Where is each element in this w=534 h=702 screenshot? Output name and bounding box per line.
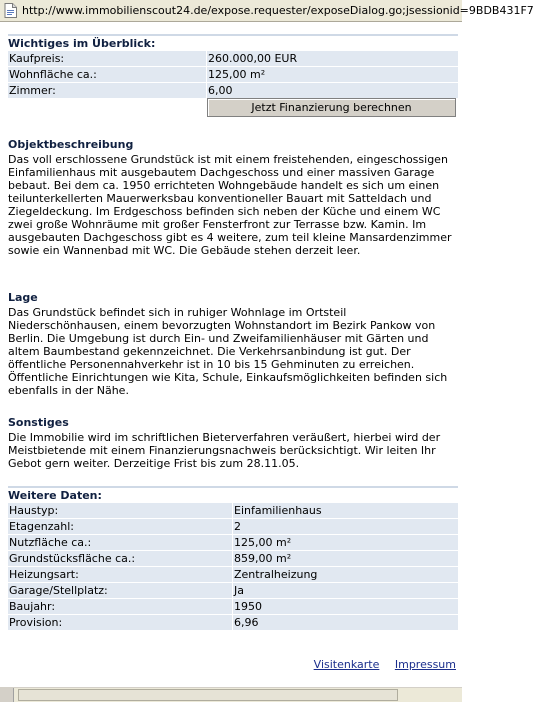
table-row (8, 67, 458, 83)
table-row (8, 567, 458, 583)
scrollbar-thumb[interactable] (18, 689, 398, 701)
row-value: 125,00 m² (207, 67, 459, 83)
overview-table (8, 51, 458, 99)
horizontal-scrollbar[interactable] (0, 687, 462, 702)
row-label: Zimmer: (8, 83, 207, 99)
other-title: Sonstiges (8, 416, 69, 429)
row-value: 260.000,00 EUR (207, 51, 459, 67)
table-row (8, 535, 458, 551)
row-value: Ja (233, 583, 459, 599)
imprint-link[interactable]: Impressum (394, 658, 456, 671)
row-value: 1950 (233, 599, 459, 615)
row-label: Grundstücksfläche ca.: (8, 551, 233, 567)
footer-links (302, 658, 456, 671)
finance-calc-button[interactable]: Jetzt Finanzierung berechnen (207, 98, 456, 117)
row-label: Baujahr: (8, 599, 233, 615)
row-value: 6,96 (233, 615, 459, 631)
table-row (8, 583, 458, 599)
description-title: Objektbeschreibung (8, 138, 134, 151)
details-section (8, 486, 458, 631)
row-label: Nutzfläche ca.: (8, 535, 233, 551)
table-row (8, 51, 458, 67)
description-text: Das voll erschlossene Grundstück ist mit einem freistehenden, eingeschossigen Einfamilienhaus mit ausgebautem Dachgeschoss und einer massiven Garage bebaut. Bei dem ca. 1950 errichteten Wohngebäude handelt es sich um einen teilunterkellerten Mauerwerksbau konventioneller Bauart mit Satteldach und Ziegeldeckung. Im Erdgeschoss befinden sich neben der Küche und einem WC zwei große Wohnräume mit großer Fensterfront zur Terrasse bzw. Kamin. Im ausgebauten Dachgeschoss gibt es 4 weitere, zum teil kleine Mansardenzimmer sowie ein Wannenbad mit WC. Die Gebäude stehen derzeit leer. (8, 153, 452, 257)
page-icon (4, 3, 17, 18)
location-text: Das Grundstück befindet sich in ruhiger Wohnlage im Ortsteil Niederschönhausen, einem bevorzugten Wohnstandort im Bezirk Pankow von Berlin. Die Umgebung ist durch Ein- und Zweifamilienhäuser mit Gärten und altem Baumbestand gekennzeichnet. Die Verkehrsanbindung ist gut. Der öffentliche Personennahverkehr ist in 10 bis 15 Gehminuten zu erreichen. Öffentliche Einrichtungen wie Kita, Schule, Einkaufsmöglichkeiten befinden sich ebenfalls in der Nähe. (8, 306, 448, 397)
row-label: Etagenzahl: (8, 519, 233, 535)
row-value: 125,00 m² (233, 535, 459, 551)
row-value: 859,00 m² (233, 551, 459, 567)
row-label: Kaufpreis: (8, 51, 207, 67)
table-row (8, 615, 458, 631)
row-label: Garage/Stellplatz: (8, 583, 233, 599)
url-text[interactable]: http://www.immobilienscout24.de/expose.requester/exposeDialog.go;jsessionid=9BDB431F7 (22, 4, 534, 17)
details-title: Weitere Daten: (8, 486, 458, 502)
details-table (8, 503, 458, 631)
row-value: Zentralheizung (233, 567, 459, 583)
location-title: Lage (8, 291, 38, 304)
row-label: Haustyp: (8, 503, 233, 519)
sitemap-link[interactable]: Visitenkarte (313, 658, 380, 671)
other-text: Die Immobilie wird im schriftlichen Bieterverfahren veräußert, hierbei wird der Meistbietende mit einem Finanzierungsnachweis berücksichtigt. Wir leiten Ihr Gebot gern weiter. Derzeitige Frist bis zum 28.11.05. (8, 431, 441, 470)
table-row (8, 83, 458, 99)
table-row (8, 503, 458, 519)
overview-title: Wichtiges im Überblick: (8, 34, 458, 50)
overview-section (8, 34, 458, 114)
row-value: 6,00 (207, 83, 459, 99)
row-label: Heizungsart: (8, 567, 233, 583)
other-section (8, 416, 458, 470)
description-section (8, 138, 458, 257)
scroll-left-arrow-icon[interactable] (0, 688, 14, 702)
row-label: Wohnfläche ca.: (8, 67, 207, 83)
location-section (8, 291, 458, 397)
row-label: Provision: (8, 615, 233, 631)
table-row (8, 551, 458, 567)
table-row (8, 599, 458, 615)
table-row (8, 519, 458, 535)
row-value: Einfamilienhaus (233, 503, 459, 519)
row-value: 2 (233, 519, 459, 535)
address-bar (0, 0, 534, 22)
